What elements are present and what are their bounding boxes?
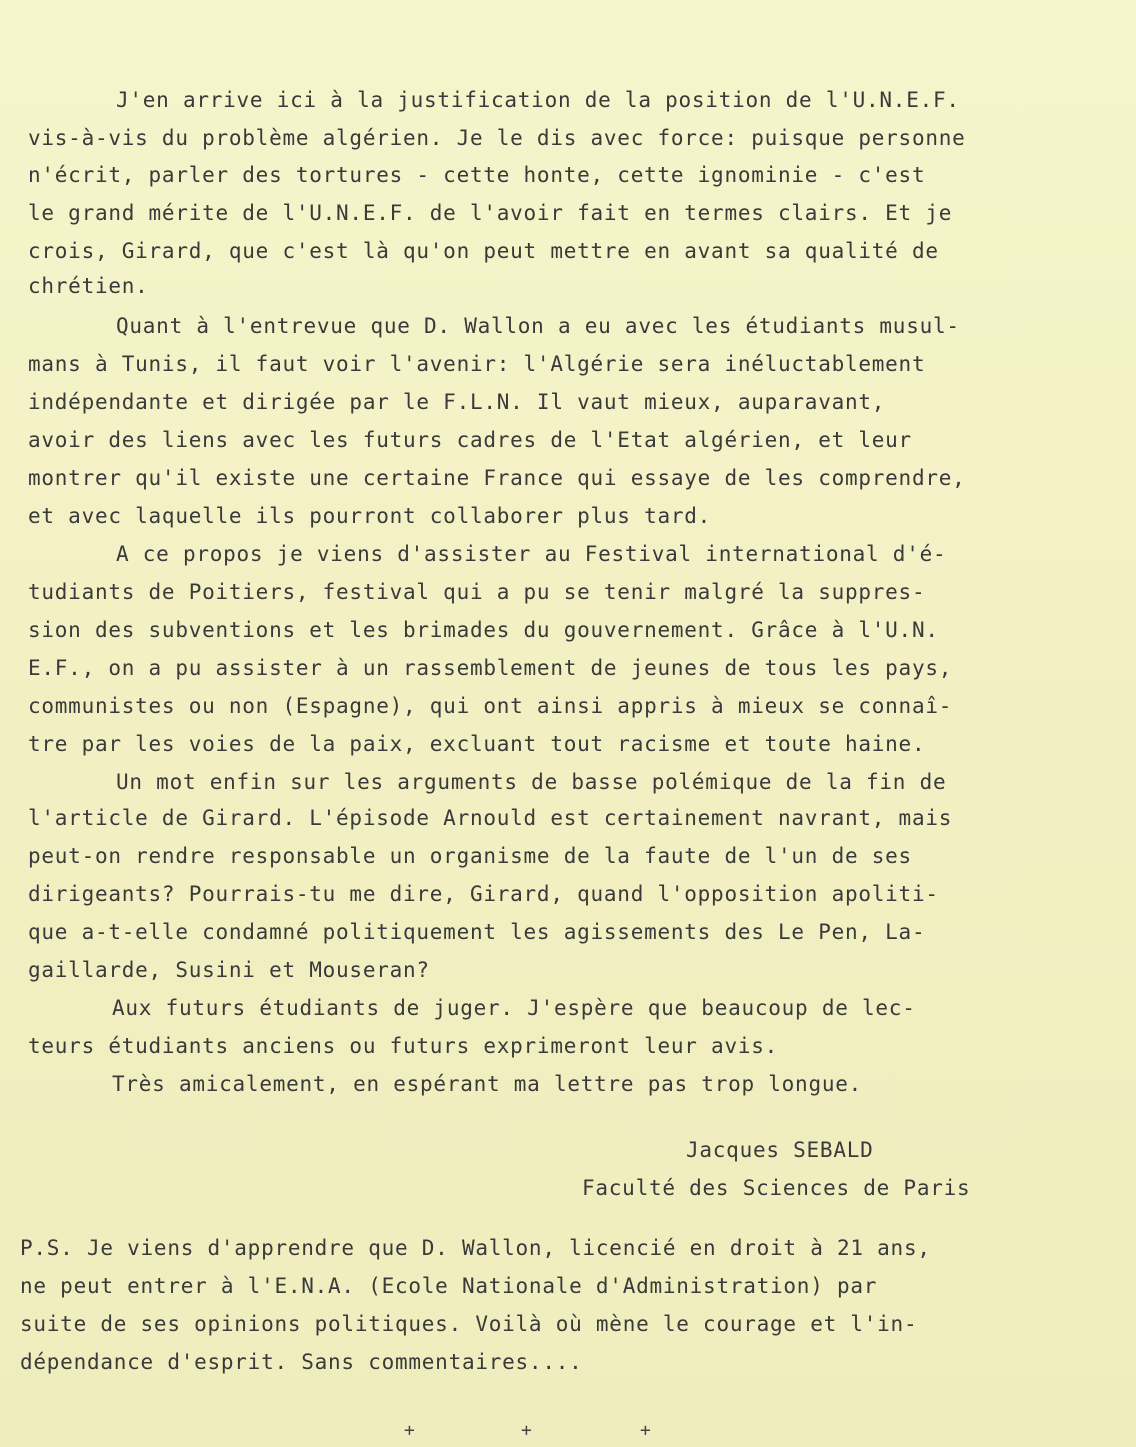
postscript-line: P.S. Je viens d'apprendre que D. Wallon, licencié en droit à 21 ans, — [20, 1236, 931, 1260]
letter-line: que a-t-elle condamné politiquement les agissements des Le Pen, La- — [28, 920, 926, 944]
signature-affiliation: Faculté des Sciences de Paris — [582, 1176, 971, 1200]
letter-line: n'écrit, parler des tortures - cette honte, cette ignominie - c'est — [28, 163, 926, 187]
letter-line: mans à Tunis, il faut voir l'avenir: l'Algérie sera inéluctablement — [28, 352, 926, 376]
separator-plus: + — [640, 1420, 652, 1441]
letter-line: tre par les voies de la paix, excluant tout racisme et toute haine. — [28, 732, 926, 756]
letter-line: peut-on rendre responsable un organisme de la faute de l'un de ses — [28, 844, 912, 868]
separator-plus: + — [404, 1420, 416, 1441]
postscript-line: suite de ses opinions politiques. Voilà où mène le courage et l'in- — [20, 1312, 918, 1336]
letter-line: gaillarde, Susini et Mouseran? — [28, 958, 430, 982]
signature-name: Jacques SEBALD — [686, 1138, 874, 1162]
letter-line: crois, Girard, que c'est là qu'on peut mettre en avant sa qualité de — [28, 239, 939, 263]
letter-line: l'article de Girard. L'épisode Arnould est certainement navrant, mais — [28, 806, 953, 830]
letter-line: le grand mérite de l'U.N.E.F. de l'avoir fait en termes clairs. Et je — [28, 201, 953, 225]
separator-plus: + — [521, 1420, 533, 1441]
letter-line: tudiants de Poitiers, festival qui a pu se tenir malgré la suppres- — [28, 580, 926, 604]
letter-line: et avec laquelle ils pourront collaborer plus tard. — [28, 504, 712, 528]
letter-line: communistes ou non (Espagne), qui ont ainsi appris à mieux se connaî- — [28, 694, 953, 718]
letter-line: Un mot enfin sur les arguments de basse polémique de la fin de — [116, 770, 947, 794]
postscript-line: ne peut entrer à l'E.N.A. (Ecole Nationale d'Administration) par — [20, 1274, 878, 1298]
letter-line: A ce propos je viens d'assister au Festival international d'é- — [116, 542, 947, 566]
letter-line: montrer qu'il existe une certaine France qui essaye de les comprendre, — [28, 466, 966, 490]
letter-line: dirigeants? Pourrais-tu me dire, Girard, quand l'opposition apoliti- — [28, 882, 939, 906]
letter-line: chrétien. — [28, 274, 149, 298]
letter-line: Aux futurs étudiants de juger. J'espère que beaucoup de lec- — [112, 996, 916, 1020]
letter-line: avoir des liens avec les futurs cadres de l'Etat algérien, et leur — [28, 428, 912, 452]
letter-line: E.F., on a pu assister à un rassemblement de jeunes de tous les pays, — [28, 656, 953, 680]
letter-line: indépendante et dirigée par le F.L.N. Il vaut mieux, auparavant, — [28, 390, 886, 414]
letter-line: sion des subventions et les brimades du gouvernement. Grâce à l'U.N. — [28, 618, 939, 642]
letter-line: J'en arrive ici à la justification de la position de l'U.N.E.F. — [116, 88, 960, 112]
letter-line: teurs étudiants anciens ou futurs exprimeront leur avis. — [28, 1034, 779, 1058]
letter-line: Quant à l'entrevue que D. Wallon a eu avec les étudiants musul- — [116, 314, 960, 338]
postscript-line: dépendance d'esprit. Sans commentaires.... — [20, 1350, 583, 1374]
letter-line: vis-à-vis du problème algérien. Je le dis avec force: puisque personne — [28, 126, 966, 150]
letter-closing: Très amicalement, en espérant ma lettre pas trop longue. — [112, 1072, 863, 1096]
